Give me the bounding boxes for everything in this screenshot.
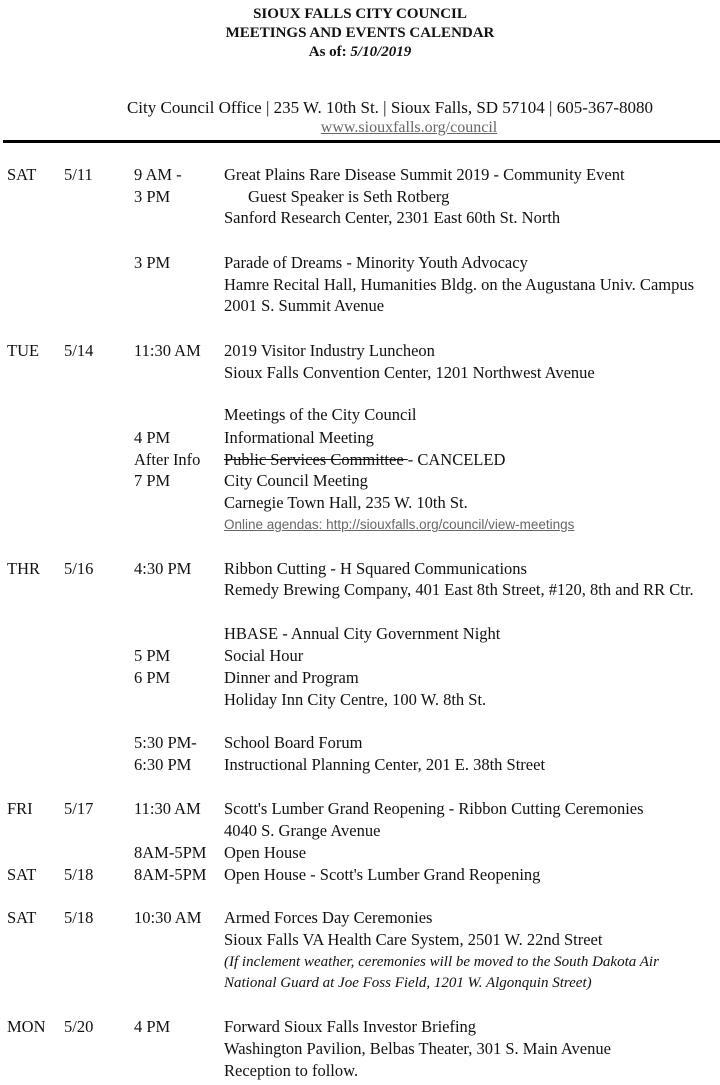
event-time: 10:30 AM — [134, 908, 202, 927]
event-time-start: 9 AM - — [134, 165, 182, 184]
event-heading: HBASE - Annual City Government Night — [224, 624, 501, 643]
council-website-link[interactable]: www.siouxfalls.org/council — [320, 119, 498, 136]
event-heading: Meetings of the City Council — [224, 405, 417, 424]
council-website[interactable] — [0, 119, 720, 137]
event-title: School Board Forum — [224, 733, 363, 752]
office-contact-line: City Council Office | 235 W. 10th St. | Sioux Falls, SD 57104 | 605-367-8080 — [126, 98, 654, 117]
event-time-end: 6:30 PM — [134, 755, 192, 774]
event-title: Great Plains Rare Disease Summit 2019 - Community Event — [224, 165, 625, 184]
event-date: 5/20 — [64, 1017, 94, 1036]
event-time-start: 5:30 PM- — [134, 733, 197, 752]
event-location: Holiday Inn City Centre, 100 W. 8th St. — [224, 690, 487, 709]
event-day: FRI — [7, 799, 33, 818]
event-note: Reception to follow. — [224, 1061, 359, 1080]
meeting-time: After Info — [134, 450, 201, 469]
event-day: MON — [7, 1017, 46, 1036]
event-day: SAT — [7, 908, 37, 927]
event-title: Ribbon Cutting - H Squared Communications — [224, 559, 527, 578]
event-title: Forward Sioux Falls Investor Briefing — [224, 1017, 477, 1036]
event-date: 5/18 — [64, 908, 94, 927]
event-time: 8AM-5PM — [134, 843, 207, 862]
event-item-label: Social Hour — [224, 646, 304, 665]
event-location: Remedy Brewing Company, 401 East 8th Street, #120, 8th and RR Ctr. — [224, 580, 694, 599]
event-title: Parade of Dreams - Minority Youth Advocacy — [224, 253, 528, 272]
canceled-status: - CANCELED — [407, 450, 506, 469]
as-of-label: As of: — [308, 44, 351, 60]
event-location: Sioux Falls VA Health Care System, 2501 W. 22nd Street — [224, 930, 603, 949]
event-date: 5/11 — [64, 165, 93, 184]
event-location: Sioux Falls Convention Center, 1201 Northwest Avenue — [224, 363, 595, 382]
document-title: SIOUX FALLS CITY COUNCIL — [253, 6, 467, 22]
event-date: 5/17 — [64, 799, 94, 818]
event-item-label: Dinner and Program — [224, 668, 359, 687]
meeting-label: Informational Meeting — [224, 428, 374, 447]
event-time: 11:30 AM — [134, 341, 201, 360]
event-title: Scott's Lumber Grand Reopening - Ribbon Cutting Ceremonies — [224, 799, 644, 818]
event-location: Sanford Research Center, 2301 East 60th St. North — [224, 208, 561, 227]
event-time: 8AM-5PM — [134, 865, 207, 884]
weather-note: National Guard at Joe Foss Field, 1201 W. Algonquin Street) — [224, 975, 592, 991]
event-date: 5/18 — [64, 865, 94, 884]
as-of-date: 5/10/2019 — [350, 44, 412, 60]
event-day: SAT — [7, 865, 37, 884]
event-time: 6 PM — [134, 668, 171, 687]
event-time: 4:30 PM — [134, 559, 192, 578]
event-time: 11:30 AM — [134, 799, 201, 818]
document-subtitle: MEETINGS AND EVENTS CALENDAR — [225, 25, 495, 41]
event-note: Guest Speaker is Seth Rotberg — [248, 187, 450, 206]
event-date: 5/16 — [64, 559, 94, 578]
as-of-line — [0, 43, 720, 62]
event-time: 3 PM — [134, 253, 171, 272]
online-agendas-link[interactable]: Online agendas: http://siouxfalls.org/council/view-meetings — [224, 517, 575, 532]
event-day: THR — [7, 559, 40, 578]
event-address: 2001 S. Summit Avenue — [224, 296, 385, 315]
event-title: 2019 Visitor Industry Luncheon — [224, 341, 435, 360]
header-divider — [3, 140, 720, 143]
meeting-time: 7 PM — [134, 471, 171, 490]
meeting-label: City Council Meeting — [224, 471, 368, 490]
canceled-meeting-label: Public Services Committee — [224, 450, 408, 469]
event-date: 5/14 — [64, 341, 94, 360]
event-day: TUE — [7, 341, 40, 360]
event-item-label: Open House — [224, 843, 307, 862]
event-location: 4040 S. Grange Avenue — [224, 821, 381, 840]
meeting-label-canceled — [224, 450, 505, 470]
meeting-time: 4 PM — [134, 428, 171, 447]
event-location: Washington Pavilion, Belbas Theater, 301 S. Main Avenue — [224, 1039, 611, 1058]
event-title: Open House - Scott's Lumber Grand Reopening — [224, 865, 541, 884]
weather-note: (If inclement weather, ceremonies will be moved to the South Dakota Air — [224, 954, 659, 970]
event-time: 5 PM — [134, 646, 171, 665]
event-day: SAT — [7, 165, 37, 184]
event-location: Carnegie Town Hall, 235 W. 10th St. — [224, 493, 468, 512]
event-time: 4 PM — [134, 1017, 171, 1036]
event-time-end: 3 PM — [134, 187, 171, 206]
event-title: Armed Forces Day Ceremonies — [224, 908, 433, 927]
event-location: Hamre Recital Hall, Humanities Bldg. on the Augustana Univ. Campus — [224, 275, 695, 294]
event-location: Instructional Planning Center, 201 E. 38th Street — [224, 755, 546, 774]
